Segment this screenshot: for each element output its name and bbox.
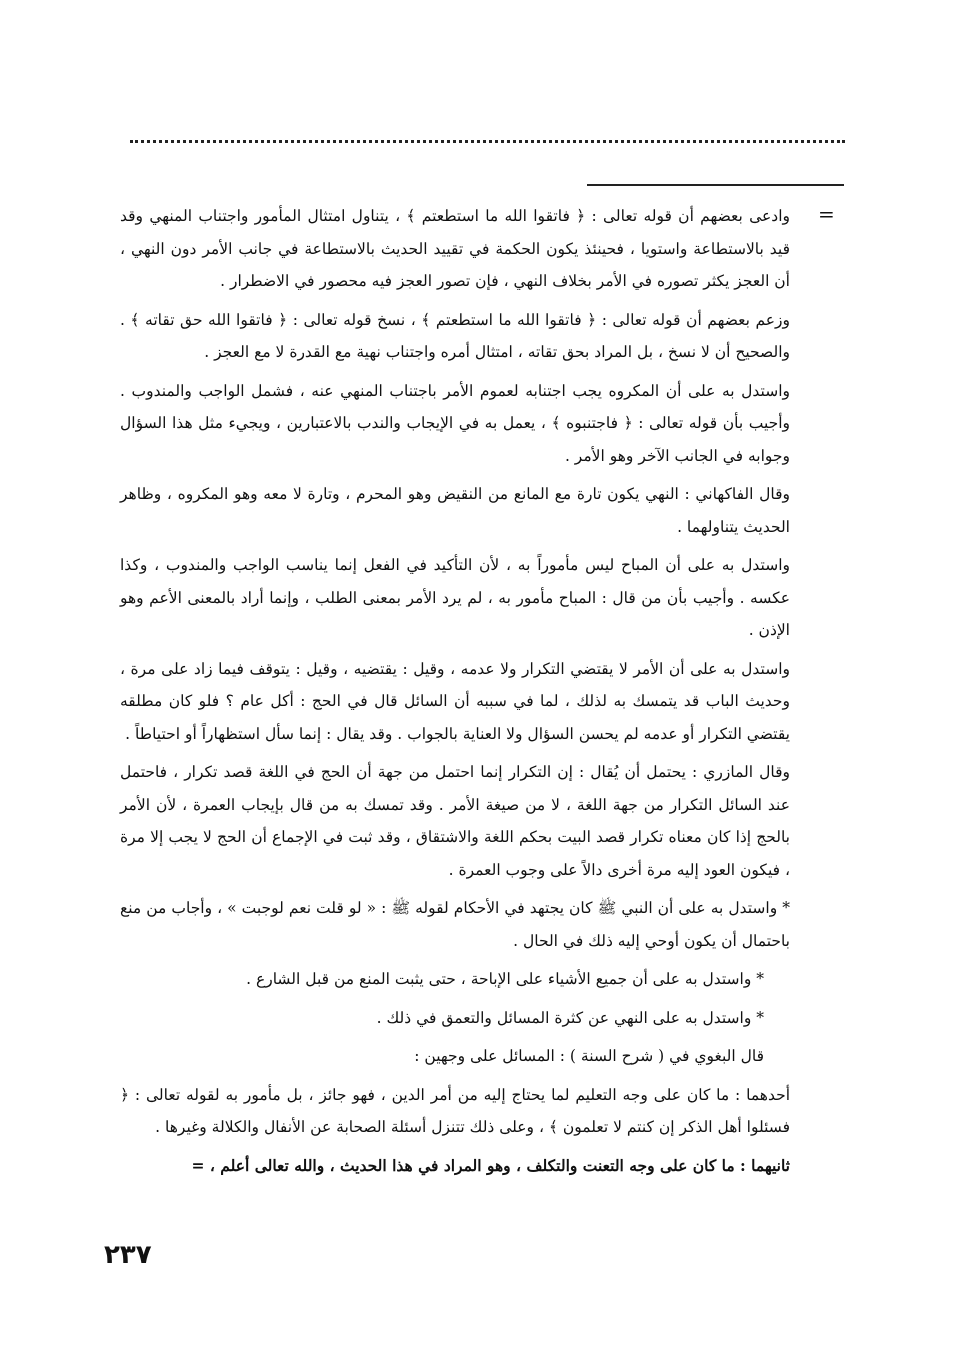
paragraph: واستدل به على أن المكروه يجب اجتنابه لعموم الأمر باجتناب المنهي عنه ، فشمل الواجب والمندوب . وأجيب بأن قوله تعالى : ﴿ فاجتنبوه ﴾ ، يعمل به في الإيجاب والندب بالاعتبارين ، ويجيء مثل هذا السؤال وجوابه في الجانب الآخر وهو الأمر .: [120, 381, 790, 465]
footnote-rule: [587, 184, 844, 186]
continuation-mark: =: [818, 202, 835, 226]
paragraph: وقال الفاكهاني : النهي يكون تارة مع المانع من النقيض وهو المحرم ، وتارة لا معه وهو المكروه ، وظاهر الحديث يتناولهما .: [120, 485, 790, 536]
paragraph: واستدل به على أن الأمر لا يقتضي التكرار ولا عدمه ، وقيل : يقتضيه ، وقيل : يتوقف فيما زاد على مرة ، وحديث الباب قد يتمسك به لذلك ، لما في سببه أن السائل قال في الحج : أكل عام ؟ فلو كان مطلقه يقتضي التكرار أو عدمه لم يحسن السؤال ولا العناية بالجواب . وقد يقال : إنما سأل استظهاراً أو احتياطاً .: [120, 659, 790, 743]
paragraph: ثانيهما : ما كان على وجه التعنت والتكلف ، وهو المراد في هذا الحديث ، والله تعالى أعلم ، =: [191, 1155, 790, 1175]
footnote-body: [120, 200, 790, 1188]
page-number: ٢٣٧: [104, 1240, 152, 1270]
paragraph: * واستدل به على النهي عن كثرة المسائل والتعمق في ذلك .: [376, 1008, 764, 1027]
dotted-separator: [130, 140, 845, 143]
paragraph: وقال المازري : يحتمل أن يُقال : إن التكرار إنما احتمل من جهة أن الحج في اللغة قصد تكرار ، فاحتمل عند السائل التكرار من جهة اللغة ، لا من صيغة الأمر . وقد تمسك به من قال بإيجاب العمرة ، لأن الأمر بالحج إذا كان معناه تكرار قصد البيت بحكم اللغة والاشتقاق ، وقد ثبت في الإجماع أن الحج لا يجب إلا مرة ، فيكون العود إليه مرة أخرى دالاً على وجوب العمرة .: [120, 763, 790, 879]
paragraph: * واستدل به على أن جميع الأشياء على الإباحة ، حتى يثبت المنع من قبل الشارع .: [246, 970, 764, 988]
paragraph: قال البغوي في ( شرح السنة ) : المسائل على وجهين :: [414, 1047, 764, 1065]
paragraph: وادعى بعضهم أن قوله تعالى : ﴿ فاتقوا الله ما استطعتم ﴾ ، يتناول امتثال المأمور واجتناب المنهي وقد قيد بالاستطاعة واستويا ، فحينئذ يكون الحكمة في تقييد الحديث بالاستطاعة في جانب الأمر دون النهي ، أن العجز يكثر تصوره في الأمر بخلاف النهي ، فإن تصور العجز فيه محصور في الاضطرار .: [120, 207, 790, 290]
paragraph: أحدهما : ما كان على وجه التعليم لما يحتاج إليه من أمر الدين ، فهو جائز ، بل مأمور به لقوله تعالى : ﴿ فسئلوا أهل الذكر إن كنتم لا تعلمون ﴾ ، وعلى ذلك تتنزل أسئلة الصحابة عن الأنفال والكلالة وغيرها .: [120, 1085, 790, 1136]
paragraph: وزعم بعضهم أن قوله تعالى : ﴿ فاتقوا الله ما استطعتم ﴾ ، نسخ قوله تعالى : ﴿ فاتقوا الله حق تقاته ﴾ . والصحيح أن لا نسخ ، بل المراد بحق تقاته ، امتثال أمره واجتناب نهية مع القدرة لا مع العجز .: [120, 310, 790, 361]
paragraph: * واستدل به على أن النبي ﷺ كان يجتهد في الأحكام لقوله ﷺ : « لو قلت نعم لوجبت » ، وأجاب من منع باحتمال أن يكون أوحي إليه ذلك في الحال .: [120, 899, 790, 950]
paragraph: واستدل به على أن المباح ليس مأموراً به ، لأن التأكيد في الفعل إنما يناسب الواجب والمندوب ، وكذا عكسه . وأجيب بأن من قال : المباح مأمور به ، لم يرد الأمر بمعنى الطلب ، وإنما أراد بالمعنى الأعم وهو الإذن .: [120, 556, 790, 639]
